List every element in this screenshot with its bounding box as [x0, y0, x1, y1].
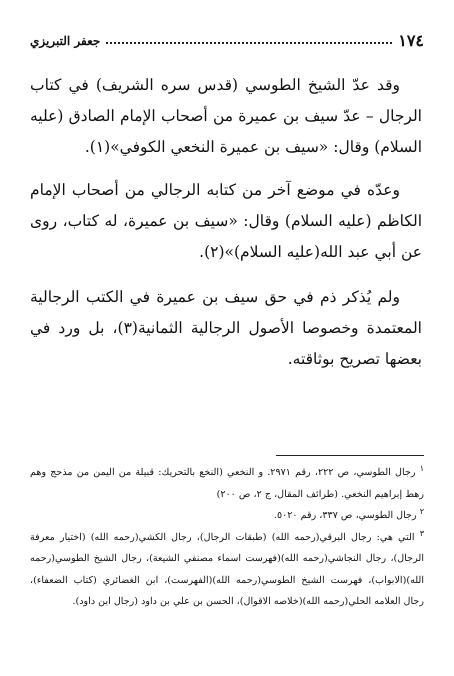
footnote-marker: ٢: [419, 506, 424, 516]
footnote-text: رجال الطوسي، ص ٢٢٢، رقم ٢٩٧١. و النخعي (النخع بالتحريك: قبيلة من اليمن من مذحج وهم رهط إبراهيم النخعي. (طرائف المقال، ج ٢، ص ٢٠٠): [30, 467, 424, 500]
page-number: ١٧٤: [398, 31, 424, 50]
footnote-2: [30, 505, 424, 527]
paragraph-1: وقد عدّ الشيخ الطوسي (قدس سره الشريف) في كتاب الرجال – عدّ سيف بن عميرة من أصحاب الإمام الصادق (عليه السلام) وقال: «سيف بن عميرة النخعي الكوفي»(١).: [30, 76, 422, 156]
footnotes: [30, 462, 424, 613]
footnote-text: رجال الطوسي، ص ٣٣٧، رقم ٥٠٢٠.: [273, 510, 417, 521]
footnote-1: [30, 462, 424, 505]
footnote-text: التي هي: رجال البرقي(رحمه الله) (طبقات الرجال)، رجال الكشي(رحمه الله) (اختيار معرفة الرجال)، رجال النجاشي(رحمه الله)(فهرست اسماء مصنفي الشيعة)، رجال الشيخ الطوسي(رحمه الله)(الابواب)، فهرست الشيخ الطوسي(رحمه الله)(الفهرست)، ابن الغضائري (كتاب الضعفاء)، رجال العلامه الحلي(رحمه الله)(خلاصه الاقوال)، الحسن بن علي بن داود (رجال ابن داود).: [30, 531, 424, 607]
footnote-separator: [276, 455, 424, 456]
footnote-marker: ١: [419, 463, 424, 473]
footnote-3: [30, 527, 424, 613]
paragraph-2: وعدّه في موضع آخر من كتابه الرجالي من أصحاب الإمام الكاظم (عليه السلام) وقال: «سيف بن عميرة، له كتاب، روى عن أبي عبد الله(عليه السلام)»(٢).: [30, 181, 422, 261]
footnote-marker: ٣: [419, 528, 424, 538]
running-head-author: جعفر التبريزي: [30, 34, 101, 48]
header-dotted-leader: [106, 42, 392, 44]
page-header: [30, 22, 424, 50]
main-text: [30, 70, 422, 387]
paragraph-3: ولم يُذكر ذم في حق سيف بن عميرة في الكتب الرجالية المعتمدة وخصوصا الأصول الرجالية الثمانية(٣)، بل ورد في بعضها تصريح بوثاقته.: [30, 288, 422, 368]
